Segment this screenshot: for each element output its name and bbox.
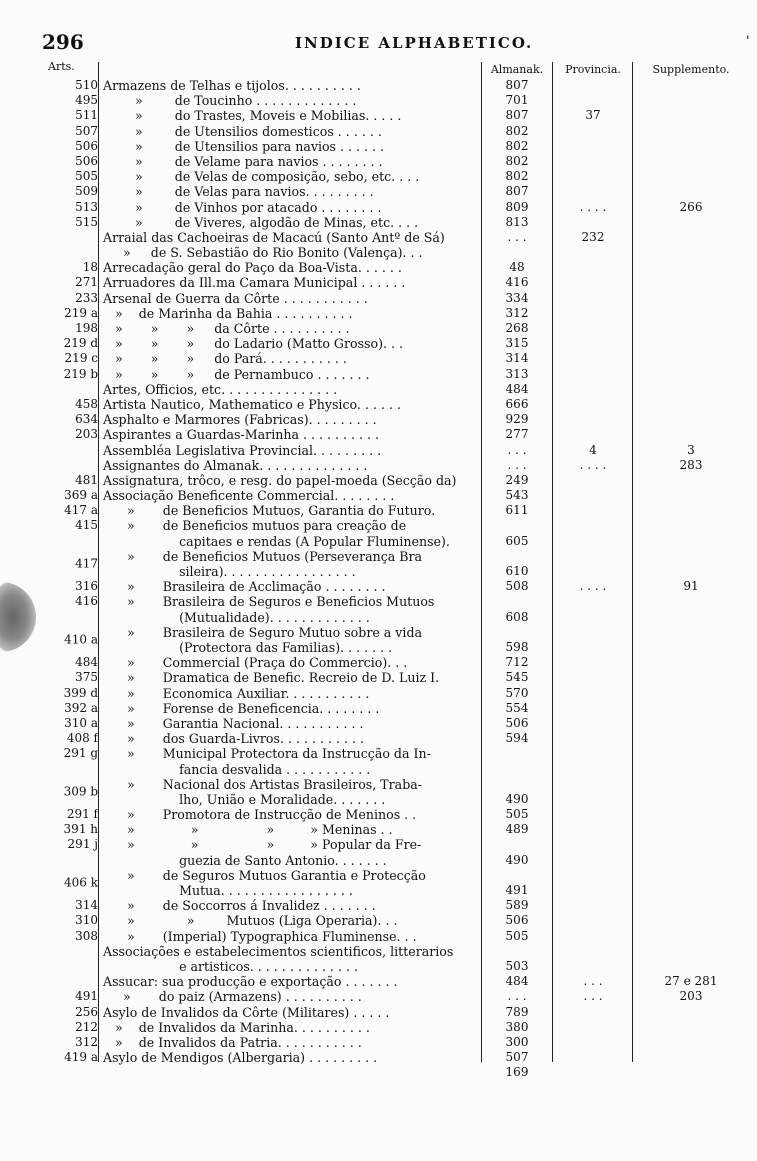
entry-description: » Brasileira de Seguros e Beneficios Mutuos (Mutualidade). . . . . . . . . . . . . xyxy=(127,594,435,625)
index-entry xyxy=(0,913,757,928)
entry-almanak-page: 312 xyxy=(505,305,529,320)
entry-almanak-page: . . . xyxy=(507,442,527,457)
entry-article-number: 291 f xyxy=(66,807,98,822)
index-entry xyxy=(0,944,757,974)
index-entry xyxy=(0,336,757,351)
entry-article-number: 219 a xyxy=(64,305,98,320)
entry-almanak-page: 249 xyxy=(505,472,529,487)
entry-article-number: 484 xyxy=(75,655,98,670)
entry-almanak-page: 484 xyxy=(505,381,529,396)
index-entry xyxy=(0,321,757,336)
entry-almanak-page: 608 xyxy=(505,609,529,624)
entry-description: Assembléa Legislativa Provincial. . . . . . . . . xyxy=(103,442,382,458)
entry-almanak-page: 802 xyxy=(505,169,529,184)
entry-almanak-page: 543 xyxy=(505,488,529,503)
index-entry xyxy=(0,929,757,944)
entry-description: Aspirantes a Guardas-Marinha . . . . . . . . . . xyxy=(103,427,380,443)
entry-article-number: 506 xyxy=(75,138,98,153)
entry-almanak-page: 169 xyxy=(505,1065,529,1080)
entry-article-number: 256 xyxy=(75,1004,98,1019)
entry-article-number: 233 xyxy=(75,290,98,305)
entry-almanak-page: 277 xyxy=(505,427,529,442)
entry-article-number: 415 xyxy=(75,518,98,533)
index-entry xyxy=(0,1020,757,1035)
index-entry xyxy=(0,503,757,518)
entry-provincia-page: 37 xyxy=(585,108,601,123)
entry-article-number: 369 a xyxy=(64,488,98,503)
entry-almanak-page: 554 xyxy=(505,700,529,715)
entry-almanak-page: 545 xyxy=(505,670,529,685)
entry-description: » Economica Auxiliar. . . . . . . . . . . xyxy=(103,685,370,701)
entry-almanak-page: 610 xyxy=(505,564,529,579)
index-entry xyxy=(0,382,757,397)
index-entry xyxy=(0,1005,757,1020)
entry-article-number: 314 xyxy=(75,898,98,913)
entry-description: Armazens de Telhas e tijolos. . . . . . . . . . xyxy=(103,78,361,93)
entry-article-number: 219 c xyxy=(64,351,98,366)
entry-almanak-page: 507 xyxy=(505,1050,529,1065)
entry-almanak-page: 611 xyxy=(505,503,529,518)
entry-supplemento-page: 27 e 281 xyxy=(664,974,718,989)
entry-almanak-page: 505 xyxy=(505,807,529,822)
entry-description: Artes, Officios, etc. . . . . . . . . . . . . . . xyxy=(103,381,338,397)
entry-article-number: 495 xyxy=(75,93,98,108)
entry-description: » de Velas para navios. . . . . . . . . xyxy=(103,184,374,200)
entry-description: » de Invalidos da Patria. . . . . . . . . . . xyxy=(103,1034,362,1050)
entry-article-number: 417 xyxy=(75,556,98,571)
entry-article-number: 18 xyxy=(82,260,98,275)
entry-description: Arrecadação geral do Paço da Boa-Vista. . . . . . xyxy=(103,260,402,276)
entry-almanak-page: 589 xyxy=(505,898,529,913)
index-entry xyxy=(0,974,757,989)
index-entry xyxy=(0,427,757,442)
entry-article-number: 481 xyxy=(75,472,98,487)
index-entry xyxy=(0,108,757,123)
entry-description: Asylo de Invalidos da Côrte (Militares) . . . . . xyxy=(103,1004,390,1020)
index-entry xyxy=(0,351,757,366)
entry-article-number: 316 xyxy=(75,579,98,594)
entry-description: » de S. Sebastião do Rio Bonito (Valença). . . xyxy=(103,245,423,261)
entry-almanak-page: 570 xyxy=(505,685,529,700)
entry-almanak-page: 605 xyxy=(505,533,529,548)
entry-article-number: 507 xyxy=(75,123,98,138)
entry-article-number: 392 a xyxy=(64,700,98,715)
entry-almanak-page: 314 xyxy=(505,351,529,366)
index-entry xyxy=(0,215,757,230)
entry-article-number: 506 xyxy=(75,153,98,168)
entry-article-number: 271 xyxy=(75,275,98,290)
entry-provincia-page: . . . . xyxy=(579,579,607,594)
entry-almanak-page: 380 xyxy=(505,1019,529,1034)
entry-description: » Municipal Protectora da Instrucção da In- fancia desvalida . . . . . . . . . . . xyxy=(127,746,431,777)
index-entry xyxy=(0,124,757,139)
entry-description: » de Beneficios mutuos para creação de capitaes e rendas (A Popular Fluminense). xyxy=(127,518,450,549)
entry-almanak-page: 508 xyxy=(505,579,529,594)
entry-article-number: 399 d xyxy=(63,685,98,700)
index-entry xyxy=(0,898,757,913)
arts-column-header: Arts. xyxy=(48,60,75,73)
entry-description: » Garantia Nacional. . . . . . . . . . . xyxy=(103,715,364,731)
entry-description: » de Utensilios domesticos . . . . . . xyxy=(103,123,382,139)
entry-description: » de Seguros Mutuos Garantia e Protecção Mutua. . . . . . . . . . . . . . . . . xyxy=(127,867,426,899)
entry-article-number: 308 xyxy=(75,928,98,943)
entry-description: Arsenal de Guerra da Côrte . . . . . . . . . . . xyxy=(103,290,368,306)
entry-article-number: 513 xyxy=(75,199,98,214)
entry-almanak-page: . . . xyxy=(507,229,527,244)
entry-article-number: 310 xyxy=(75,913,98,928)
entry-description: » Dramatica de Benefic. Recreio de D. Luiz I. xyxy=(103,670,440,686)
entry-almanak-page: 334 xyxy=(505,290,529,305)
entry-almanak-page: 300 xyxy=(505,1034,529,1049)
index-entry xyxy=(0,458,757,473)
entry-almanak-page: 484 xyxy=(505,974,529,989)
entry-almanak-page: 807 xyxy=(505,78,529,92)
index-entry xyxy=(0,93,757,108)
index-entry xyxy=(0,78,757,93)
entry-description: » Commercial (Praça do Commercio). . . xyxy=(103,655,408,671)
entry-almanak-page: 712 xyxy=(505,655,529,670)
supplemento-column-header: Supplemento. xyxy=(652,63,730,76)
entry-article-number: 310 a xyxy=(64,715,98,730)
entry-article-number: 419 a xyxy=(64,1050,98,1065)
entry-almanak-page: 802 xyxy=(505,138,529,153)
entry-provincia-page: . . . xyxy=(583,989,603,1004)
entry-almanak-page: 416 xyxy=(505,275,529,290)
entry-supplemento-page: 283 xyxy=(679,457,703,472)
index-entry xyxy=(0,716,757,731)
entry-almanak-page: 268 xyxy=(505,321,529,335)
entry-article-number: 406 k xyxy=(64,875,98,890)
entry-description: » » » do Ladario (Matto Grosso). . . xyxy=(103,336,404,352)
entry-supplemento-page: 91 xyxy=(683,579,699,594)
index-entry xyxy=(0,518,757,548)
entry-supplemento-page: 266 xyxy=(679,199,703,214)
entry-description: » Forense de Beneficencia. . . . . . . . xyxy=(103,700,380,716)
entry-article-number: 219 d xyxy=(63,336,98,351)
entry-description: » » » do Pará. . . . . . . . . . . xyxy=(103,351,347,367)
entry-article-number: 408 f xyxy=(66,731,98,746)
index-entry xyxy=(0,777,757,807)
entry-description: » de Invalidos da Marinha. . . . . . . . . . xyxy=(103,1019,370,1035)
entry-almanak-page: 489 xyxy=(505,822,529,837)
page-number: 296 xyxy=(42,30,84,54)
entry-description: Asylo de Mendigos (Albergaria) . . . . . . . . . xyxy=(103,1050,378,1066)
index-entry xyxy=(0,260,757,275)
entry-almanak-page: 929 xyxy=(505,412,529,427)
entry-description: » de Velas de composição, sebo, etc. . . . xyxy=(103,169,420,185)
index-entry xyxy=(0,306,757,321)
entry-almanak-page: 807 xyxy=(505,184,529,199)
entry-description: » (Imperial) Typographica Fluminense. . . xyxy=(103,928,417,944)
entry-description: » dos Guarda-Livros. . . . . . . . . . . xyxy=(103,731,365,747)
entry-almanak-page: 666 xyxy=(505,396,529,411)
index-entry xyxy=(0,686,757,701)
entry-provincia-page: 4 xyxy=(589,442,597,457)
index-entry xyxy=(0,549,757,579)
index-entry xyxy=(0,200,757,215)
index-entry xyxy=(0,655,757,670)
entry-provincia-page: 232 xyxy=(581,229,605,244)
entry-article-number: 291 j xyxy=(67,837,98,852)
entry-article-number: 219 b xyxy=(63,366,98,381)
index-entry xyxy=(0,731,757,746)
entry-article-number: 212 xyxy=(75,1019,98,1034)
entry-description: » Promotora de Instrucção de Meninos . . xyxy=(103,807,417,823)
entry-description: Arraial das Cachoeiras de Macacú (Santo Antº de Sá) xyxy=(103,229,445,245)
entry-provincia-page: . . . . xyxy=(579,199,607,214)
entry-article-number: 375 xyxy=(75,670,98,685)
entry-description: Asphalto e Marmores (Fabricas). . . . . . . . . xyxy=(103,412,377,428)
index-entry xyxy=(0,275,757,290)
entry-provincia-page: . . . xyxy=(583,974,603,989)
entry-description: » » Mutuos (Liga Operaria). . . xyxy=(103,913,398,929)
entry-almanak-page: 313 xyxy=(505,366,529,381)
entry-description: Artista Nautico, Mathematico e Physico. . . . . . xyxy=(103,396,401,412)
index-entry xyxy=(0,837,757,867)
entry-almanak-page: 807 xyxy=(505,108,529,123)
entry-article-number: 458 xyxy=(75,396,98,411)
entry-almanak-page: . . . xyxy=(507,457,527,472)
entry-almanak-page: 789 xyxy=(505,1004,529,1019)
entry-article-number: 391 h xyxy=(63,822,98,837)
entry-article-number: 312 xyxy=(75,1034,98,1049)
entry-description: » de Beneficios Mutuos (Perseverança Bra sileira). . . . . . . . . . . . . . . . . xyxy=(127,548,423,580)
entry-article-number: 410 a xyxy=(64,632,98,647)
index-entry xyxy=(0,822,757,837)
index-entry xyxy=(0,1035,757,1050)
entry-almanak-page: 491 xyxy=(505,883,529,898)
entry-description: Associação Beneficente Commercial. . . . . . . . xyxy=(103,488,395,504)
entry-description: Assucar: sua producção e exportação . . . . . . . xyxy=(103,974,398,990)
entry-description: » » » de Pernambuco . . . . . . . xyxy=(103,366,370,382)
index-entry xyxy=(0,367,757,382)
entry-article-number: 203 xyxy=(75,427,98,442)
entry-description: Arruadores da Ill.ma Camara Municipal . . . . . . xyxy=(103,275,406,291)
index-entry xyxy=(0,807,757,822)
entry-description: Associações e estabelecimentos scientificos, litterarios e artisticos. . . . . . . . . . . . . . xyxy=(103,943,454,975)
margin-mark: ' xyxy=(746,34,750,49)
entry-supplemento-page: 3 xyxy=(687,442,695,457)
entry-description: » de Viveres, algodão de Minas, etc. . . . xyxy=(103,214,419,230)
index-entry xyxy=(0,670,757,685)
entry-description: Assignatura, trôco, e resg. do papel-moeda (Secção da) xyxy=(103,472,457,488)
entry-almanak-page: 802 xyxy=(505,123,529,138)
entry-description: » de Beneficios Mutuos, Garantia do Futuro. xyxy=(103,503,436,519)
entry-description: » do Trastes, Moveis e Mobilias. . . . . xyxy=(103,108,402,124)
index-entry xyxy=(0,397,757,412)
entry-almanak-page: 594 xyxy=(505,731,529,746)
entry-provincia-page: . . . . xyxy=(579,457,607,472)
entry-almanak-page: 315 xyxy=(505,336,529,351)
index-entry xyxy=(0,868,757,898)
index-entry xyxy=(0,230,757,245)
entry-description: » » » » Meninas . . xyxy=(103,822,393,838)
entry-article-number: 309 b xyxy=(63,784,98,799)
entry-almanak-page: 503 xyxy=(505,959,529,973)
index-entry xyxy=(0,488,757,503)
index-entry xyxy=(0,291,757,306)
entry-description: » Nacional dos Artistas Brasileiros, Traba- lho, União e Moralidade. . . . . . . xyxy=(127,776,423,807)
entry-description: » do paiz (Armazens) . . . . . . . . . . xyxy=(103,989,362,1005)
entry-almanak-page: 701 xyxy=(505,93,529,108)
entry-almanak-page: 598 xyxy=(505,639,529,654)
index-entry xyxy=(0,989,757,1004)
entry-article-number: 634 xyxy=(75,412,98,427)
entry-description: Assignantes do Almanak. . . . . . . . . . . . . . xyxy=(103,457,368,473)
entry-description: » de Utensilios para navios . . . . . . xyxy=(103,138,385,154)
index-entry xyxy=(0,625,757,655)
index-entries xyxy=(0,78,757,1081)
page-title: INDICE ALPHABETICO. xyxy=(295,34,534,52)
entry-almanak-page: 490 xyxy=(505,791,529,806)
index-entry xyxy=(0,412,757,427)
index-entry xyxy=(0,579,757,594)
entry-almanak-page: 813 xyxy=(505,214,529,229)
entry-description: » de Velame para navios . . . . . . . . xyxy=(103,153,383,169)
entry-description: » de Toucinho . . . . . . . . . . . . . xyxy=(103,93,357,109)
entry-description: » de Marinha da Bahia . . . . . . . . . . xyxy=(103,305,353,321)
entry-almanak-page: 48 xyxy=(509,260,525,275)
entry-almanak-page: . . . xyxy=(507,989,527,1004)
index-entry xyxy=(0,594,757,624)
entry-article-number: 510 xyxy=(75,78,98,92)
entry-almanak-page: 490 xyxy=(505,852,529,867)
entry-article-number: 417 a xyxy=(64,503,98,518)
index-entry xyxy=(0,701,757,716)
index-entry xyxy=(0,139,757,154)
entry-almanak-page: 802 xyxy=(505,153,529,168)
index-entry xyxy=(0,184,757,199)
entry-description: » Brasileira de Acclimação . . . . . . . . xyxy=(103,579,386,595)
index-entry xyxy=(0,443,757,458)
entry-description: » Brasileira de Seguro Mutuo sobre a vida (Protectora das Familias). . . . . . . xyxy=(127,624,423,655)
index-entry xyxy=(0,245,757,260)
entry-supplemento-page: 203 xyxy=(679,989,703,1004)
entry-almanak-page: 506 xyxy=(505,715,529,730)
entry-description: » » » » Popular da Fre- guezia de Santo Antonio. . . . . . . xyxy=(127,837,422,868)
entry-article-number: 509 xyxy=(75,184,98,199)
index-entry xyxy=(0,169,757,184)
index-entry xyxy=(0,1065,757,1080)
index-entry xyxy=(0,1050,757,1065)
entry-article-number: 505 xyxy=(75,169,98,184)
index-entry xyxy=(0,746,757,776)
index-entry xyxy=(0,473,757,488)
entry-article-number: 491 xyxy=(75,989,98,1004)
entry-description: » de Vinhos por atacado . . . . . . . . xyxy=(103,199,382,215)
entry-article-number: 416 xyxy=(75,594,98,609)
entry-article-number: 198 xyxy=(75,321,98,335)
entry-description: » » » da Côrte . . . . . . . . . . xyxy=(103,321,350,336)
entry-article-number: 511 xyxy=(75,108,98,123)
almanak-column-header: Almanak. xyxy=(490,63,544,76)
entry-almanak-page: 505 xyxy=(505,928,529,943)
entry-article-number: 515 xyxy=(75,214,98,229)
entry-almanak-page: 506 xyxy=(505,913,529,928)
entry-description: » de Soccorros á Invalidez . . . . . . . xyxy=(103,898,376,914)
index-entry xyxy=(0,154,757,169)
entry-article-number: 291 g xyxy=(63,746,98,761)
entry-almanak-page: 809 xyxy=(505,199,529,214)
provincia-column-header: Provincia. xyxy=(565,63,621,76)
